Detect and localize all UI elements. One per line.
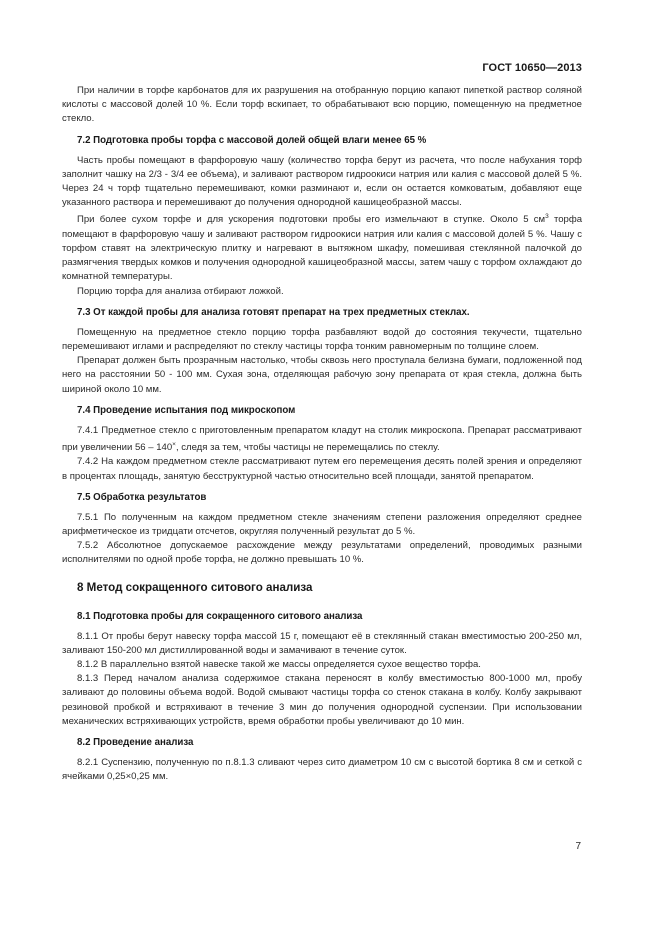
section-8-1-heading: 8.1 Подготовка пробы для сокращенного ситового анализа — [77, 610, 363, 622]
intro-paragraph: При наличии в торфе карбонатов для их разрушения на отобранную порцию капают пипеткой раствор соляной кислоты с массовой долей 10 %. Если торф вскипает, то обрабатывают всю порцию, помещенную на предметное стекло. — [62, 85, 582, 125]
paragraph-text: , следя за тем, чтобы частицы не перемещались по стеклу. — [175, 442, 440, 454]
section-8-1-3-paragraph: 8.1.3 Перед началом анализа содержимое стакана переносят в колбу вместимостью 800-1000 мл, пробу заливают до половины объема водой. Водой смывают частицы торфа со стенок стакана в колбу. Колбу закрывают резиновой пробкой и встряхивают в течение 3 мин до получения однородной суспензии. При использовании механических встряхивающих устройств, время обработки пробы увеличивают до 10 мин. — [62, 673, 582, 727]
section-7-2-paragraph-3: Порцию торфа для анализа отбирают ложкой. — [77, 285, 284, 297]
page-number: 7 — [575, 841, 581, 852]
section-7-5-heading: 7.5 Обработка результатов — [77, 491, 207, 503]
section-7-3-paragraph-2: Препарат должен быть прозрачным настолько, чтобы сквозь него проступала белизна бумаги, подложенной под него на расстоянии 50 - 100 мм. Сухая зона, отделяющая рабочую зону препарата от края стекла, должна быть шириной около 10 мм. — [62, 355, 582, 395]
document-body — [62, 84, 582, 784]
section-7-2-heading: 7.2 Подготовка пробы торфа с массовой долей общей влаги менее 65 % — [77, 134, 427, 146]
section-7-5-1-paragraph: 7.5.1 По полученным на каждом предметном стекле значениям степени разложения определяют среднее арифметическое из тридцати отсчетов, округляя полученный результат до 5 %. — [62, 511, 582, 538]
superscript: × — [172, 441, 176, 449]
section-7-4-2-paragraph: 7.4.2 На каждом предметном стекле рассматривают путем его перемещения десять полей зрения и определяют в процентах площадь, занятую бесструктурной частью относительно всей площади, занятой препаратом. — [62, 456, 582, 482]
section-8-2-1-paragraph: 8.2.1 Суспензию, полученную по п.8.1.3 сливают через сито диаметром 10 см с высотой бортика 8 см и сеткой с ячейками 0,25×0,25 мм. — [62, 757, 582, 783]
section-8-heading: 8 Метод сокращенного ситового анализа — [77, 580, 313, 594]
section-7-2-paragraph-2 — [62, 210, 582, 284]
section-8-1-1-paragraph: 8.1.1 От пробы берут навеску торфа массой 15 г, помещают её в стеклянный стакан вместимостью 200-250 мл, заливают 150-200 мл дистиллированной воды и замачивают в течение суток. — [62, 630, 582, 656]
section-8-2-heading: 8.2 Проведение анализа — [77, 737, 194, 749]
superscript: 3 — [545, 213, 549, 221]
section-7-4-heading: 7.4 Проведение испытания под микроскопом — [77, 404, 296, 416]
document-code-header: ГОСТ 10650—2013 — [482, 62, 582, 74]
section-7-2-paragraph-1: Часть пробы помещают в фарфоровую чашу (количество торфа берут из расчета, что после набухания торф заполнит чашку на 2/3 - 3/4 ее объема), и заливают раствором гидроокиси натрия или калия с массовой долей 5 %. Через 24 ч торф тщательно перемешивают, комки разминают и, если он остается комковатым, добавляют еще указанного раствора и перемешивают до получения однородной кашицеобразной массы. — [62, 154, 582, 209]
paragraph-text: торфа помещают в фарфоровую чашу и заливают раствором гидроокиси натрия или калия с массовой долей 5 %. Чашу с торфом ставят на электрическую плитку и нагревают в вытяжном шкафу, помешивая стеклянной палочкой до размягчения твердых комков и получения однородной кашицеобразной массы, затем чашу с торфом охлаждают до комнатной температуры. — [62, 214, 583, 283]
paragraph-text: 7.4.1 Предметное стекло с приготовленным препаратом кладут на столик микроскопа. Препарат рассматривают при увеличении 56 – 140 — [62, 424, 582, 454]
section-7-5-2-paragraph: 7.5.2 Абсолютное допускаемое расхождение между результатами определений, проводимых разными исполнителями по одной пробе торфа, не должно превышать 10 %. — [62, 540, 582, 566]
section-7-3-paragraph-1: Помещенную на предметное стекло порцию торфа разбавляют водой до состояния текучести, тщательно перемешивают иглами и распределяют по стеклу частицы торфа тонким равномерным по толщине слоем. — [62, 326, 582, 353]
section-7-4-1-paragraph — [62, 424, 582, 456]
section-8-1-2-paragraph: 8.1.2 В параллельно взятой навеске такой же массы определяется сухое вещество торфа. — [77, 659, 481, 671]
paragraph-text: При более сухом торфе и для ускорения подготовки пробы его измельчают в ступке. Около 5 см — [77, 214, 546, 226]
section-7-3-heading: 7.3 От каждой пробы для анализа готовят препарат на трех предметных стеклах. — [77, 306, 470, 318]
